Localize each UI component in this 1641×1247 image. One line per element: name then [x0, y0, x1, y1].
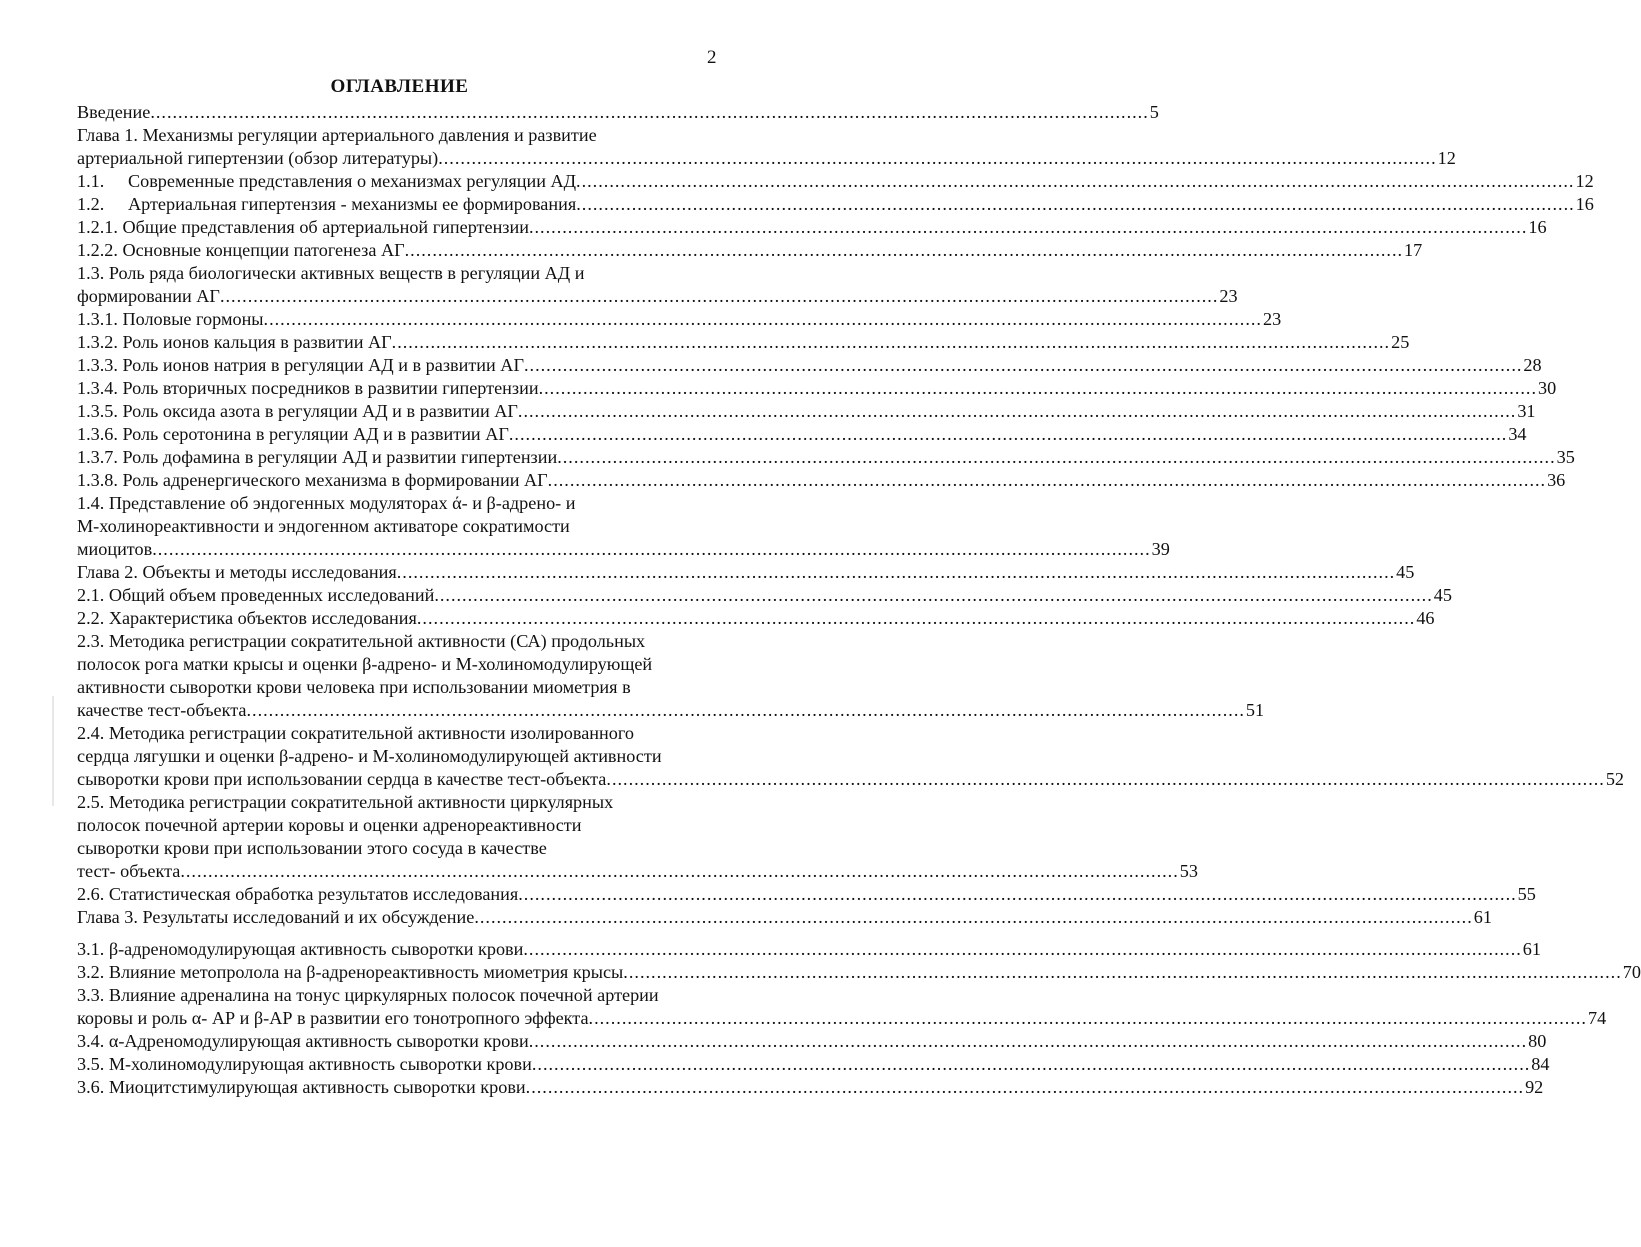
toc-entry-title: формировании АГ	[77, 286, 220, 306]
toc-entry[interactable]	[77, 262, 1238, 308]
dot-leader: ....................................................................................................................................................................................	[557, 447, 1556, 467]
dot-leader: ....................................................................................................................................................................................	[474, 907, 1473, 927]
toc-entry[interactable]	[77, 630, 1265, 722]
dot-leader: ....................................................................................................................................................................................	[576, 171, 1575, 191]
toc-entry-line: полосок почечной артерии коровы и оценки адренореактивности	[77, 815, 582, 835]
dot-leader: ....................................................................................................................................................................................	[518, 884, 1517, 904]
toc-entry-last-line	[77, 400, 1536, 423]
toc-entry-line: Глава 1. Механизмы регуляции артериального давления и развитие	[77, 125, 597, 145]
toc-entry-line: 1.4. Представление об эндогенных модуляторах ά- и β-адрено- и	[77, 493, 576, 513]
toc-entry-last-line	[77, 538, 1170, 561]
toc-entry-page: 23	[1219, 286, 1238, 306]
toc-entry-title: 3.2. Влияние метопролола на β-адренореактивность миометрия крысы	[77, 962, 624, 982]
toc-entry[interactable]	[77, 239, 1423, 262]
toc-entry-title: миоцитов	[77, 539, 153, 559]
toc-entry-line: 2.3. Методика регистрации сократительной активности (СА) продольных	[77, 631, 646, 651]
toc-entry-title: 3.5. М-холиномодулирующая активность сыворотки крови	[77, 1054, 532, 1074]
toc-entry[interactable]	[77, 446, 1575, 469]
toc-entry[interactable]	[77, 1030, 1547, 1053]
toc-entry-line: активности сыворотки крови человека при использовании миометрия в	[77, 677, 631, 697]
toc-entry[interactable]	[77, 883, 1536, 906]
toc-entry-title: 1.3.6. Роль серотонина в регуляции АД и в развитии АГ	[77, 424, 509, 444]
toc-entry-page: 23	[1262, 309, 1282, 329]
toc-entry-page: 51	[1245, 700, 1265, 720]
toc-entry-page: 34	[1508, 424, 1527, 444]
dot-leader: ....................................................................................................................................................................................	[404, 240, 1404, 260]
dot-leader: ....................................................................................................................................................................................	[263, 309, 1262, 329]
toc-entry[interactable]	[77, 423, 1527, 446]
dot-leader: ....................................................................................................................................................................................	[523, 939, 1522, 959]
dot-leader: ....................................................................................................................................................................................	[528, 217, 1528, 237]
toc-entry-last-line	[77, 584, 1452, 607]
toc-entry-last-line	[77, 699, 1265, 722]
toc-entry-title: сыворотки крови при использовании сердца в качестве тест-объекта	[77, 769, 607, 789]
toc-entry-page: 31	[1517, 401, 1536, 421]
toc-entry-last-line	[77, 607, 1435, 630]
toc-entry-last-line	[77, 331, 1410, 354]
toc-entry[interactable]	[77, 1053, 1550, 1076]
dot-leader: ....................................................................................................................................................................................	[391, 332, 1391, 352]
toc-entry-title: 3.6. Миоцитстимулирующая активность сыворотки крови	[77, 1077, 526, 1097]
toc-entry-title: 1.3.5. Роль оксида азота в регуляции АД и в развитии АГ	[77, 401, 518, 421]
dot-leader: ....................................................................................................................................................................................	[396, 562, 1396, 582]
toc-entry-last-line	[77, 1053, 1550, 1076]
toc-entry[interactable]	[77, 561, 1415, 584]
toc-entry[interactable]	[77, 193, 1594, 216]
toc-entry-title: Современные представления о механизмах регуляции АД	[128, 171, 577, 191]
toc-entry-title: 2.6. Статистическая обработка результатов исследования	[77, 884, 519, 904]
dot-leader: ....................................................................................................................................................................................	[525, 1077, 1525, 1097]
toc-entry-last-line	[77, 147, 1456, 170]
toc-entry-title: 3.4. α-Адреномодулирующая активность сыворотки крови	[77, 1031, 529, 1051]
toc-entry-title: 1.2.2. Основные концепции патогенеза АГ	[77, 240, 405, 260]
toc-entry-line: 3.3. Влияние адреналина на тонус циркулярных полосок почечной артерии	[77, 985, 659, 1005]
toc-entry[interactable]	[77, 331, 1410, 354]
dot-leader: ....................................................................................................................................................................................	[152, 539, 1151, 559]
dot-leader: ....................................................................................................................................................................................	[508, 424, 1508, 444]
toc-entry-line: 2.5. Методика регистрации сократительной активности циркулярных	[77, 792, 614, 812]
toc-entry-title: 2.1. Общий объем проведенных исследований	[77, 585, 435, 605]
toc-entry-last-line	[77, 906, 1492, 929]
toc-entry-title: Введение	[77, 102, 151, 122]
toc-entry-title: тест- объекта	[77, 861, 181, 881]
toc-entry-last-line	[77, 354, 1542, 377]
toc-entry-page: 39	[1151, 539, 1170, 559]
section-gap	[77, 929, 717, 938]
toc-entry-line: сердца лягушки и оценки β-адрено- и М-холиномодулирующей активности	[77, 746, 662, 766]
toc-entry-title: 2.2. Характеристика объектов исследования	[77, 608, 417, 628]
scan-artifact	[52, 696, 54, 806]
toc-entry-page: 12	[1437, 148, 1456, 168]
toc-entry-page: 70	[1622, 962, 1641, 982]
toc-entry-last-line	[77, 170, 1594, 193]
toc-entry-last-line	[77, 938, 1541, 961]
dot-leader: ....................................................................................................................................................................................	[416, 608, 1416, 628]
toc-entry-last-line	[77, 285, 1238, 308]
toc-entry[interactable]	[77, 492, 1170, 561]
toc-entry-title: коровы и роль α- АР и β-АР в развитии его тонотропного эффекта	[77, 1008, 589, 1028]
dot-leader: ....................................................................................................................................................................................	[150, 102, 1149, 122]
toc-entry[interactable]	[77, 584, 1452, 607]
toc-entry[interactable]	[77, 101, 1159, 124]
dot-leader: ....................................................................................................................................................................................	[531, 1054, 1531, 1074]
dot-leader: ....................................................................................................................................................................................	[547, 470, 1547, 490]
toc-entry[interactable]	[77, 938, 1541, 961]
toc-entry-page: 92	[1525, 1077, 1544, 1097]
toc-entry-last-line	[77, 1007, 1607, 1030]
toc-entry[interactable]	[77, 607, 1435, 630]
toc-entry-title: 1.3.8. Роль адренергического механизма в формировании АГ	[77, 470, 548, 490]
toc-entry[interactable]	[77, 308, 1282, 331]
toc-entry-line: 2.4. Методика регистрации сократительной активности изолированного	[77, 723, 634, 743]
toc-entry[interactable]	[77, 216, 1547, 239]
toc-entry-page: 36	[1547, 470, 1566, 490]
toc-entry-last-line	[77, 469, 1566, 492]
toc-entry[interactable]	[77, 354, 1542, 377]
dot-leader: ....................................................................................................................................................................................	[517, 401, 1517, 421]
toc-entry-last-line	[77, 961, 1641, 984]
toc-entry-title: 1.3.2. Роль ионов кальция в развитии АГ	[77, 332, 392, 352]
toc-entry-last-line	[77, 193, 1594, 216]
toc-entry-title: 1.3.3. Роль ионов натрия в регуляции АД и в развитии АГ	[77, 355, 524, 375]
toc-entry-last-line	[77, 768, 1625, 791]
toc-entry-page: 52	[1605, 769, 1625, 789]
toc-entry-number: 1.2.	[77, 194, 105, 214]
toc-entry-last-line	[77, 216, 1547, 239]
toc-entry-last-line	[77, 101, 1159, 124]
toc-entry-last-line	[77, 423, 1527, 446]
toc-entry-title: 1.3.1. Половые гормоны	[77, 309, 264, 329]
toc-entry[interactable]	[77, 1076, 1544, 1099]
toc-entry[interactable]	[77, 791, 1198, 883]
dot-leader: ....................................................................................................................................................................................	[219, 286, 1219, 306]
toc-entry-page: 12	[1575, 171, 1594, 191]
dot-leader: ....................................................................................................................................................................................	[438, 148, 1437, 168]
toc-entry-title: 1.2.1. Общие представления об артериальной гипертензии	[77, 217, 529, 237]
dot-leader: ....................................................................................................................................................................................	[434, 585, 1433, 605]
dot-leader: ....................................................................................................................................................................................	[606, 769, 1605, 789]
toc-entry-last-line	[77, 860, 1198, 883]
toc-entry-last-line	[77, 1076, 1544, 1099]
toc-entry-last-line	[77, 446, 1575, 469]
toc-entry-page: 17	[1404, 240, 1423, 260]
toc-entry[interactable]	[77, 961, 1641, 984]
page-number: 2	[707, 47, 717, 68]
toc-entry-page: 55	[1517, 884, 1536, 904]
toc-entry-page: 25	[1391, 332, 1410, 352]
toc-entry[interactable]	[77, 124, 1456, 170]
toc-entry[interactable]	[77, 906, 1492, 929]
toc-entry-page: 30	[1538, 378, 1557, 398]
toc-entry-title: 3.1. β-адреномодулирующая активность сыворотки крови	[77, 939, 524, 959]
toc-entry-line: сыворотки крови при использовании этого сосуда в качестве	[77, 838, 547, 858]
toc-entry-page: 84	[1531, 1054, 1550, 1074]
dot-leader: ....................................................................................................................................................................................	[180, 861, 1179, 881]
dot-leader: ....................................................................................................................................................................................	[528, 1031, 1528, 1051]
toc-entry-last-line	[77, 883, 1536, 906]
toc-entry[interactable]	[77, 469, 1566, 492]
toc-entry-line: М-холинореактивности и эндогенном активаторе сократимости	[77, 516, 570, 536]
toc-entry-last-line	[77, 239, 1423, 262]
table-of-contents	[77, 101, 1641, 1099]
toc-entry-title: Глава 3. Результаты исследований и их обсуждение	[77, 907, 475, 927]
toc-entry-last-line	[77, 1030, 1547, 1053]
toc-entry-page: 16	[1528, 217, 1547, 237]
toc-entry[interactable]	[77, 377, 1557, 400]
toc-entry-title: 1.3.7. Роль дофамина в регуляции АД и развитии гипертензии	[77, 447, 558, 467]
toc-entry-page: 61	[1522, 939, 1541, 959]
toc-entry-page: 28	[1523, 355, 1542, 375]
dot-leader: ....................................................................................................................................................................................	[538, 378, 1538, 398]
toc-entry-title: 1.3.4. Роль вторичных посредников в развитии гипертензии	[77, 378, 539, 398]
toc-entry[interactable]	[77, 984, 1607, 1030]
toc-entry-line: 1.3. Роль ряда биологически активных веществ в регуляции АД и	[77, 263, 585, 283]
dot-leader: ....................................................................................................................................................................................	[523, 355, 1523, 375]
toc-entry-title: артериальной гипертензии (обзор литературы)	[77, 148, 439, 168]
toc-entry-title: Глава 2. Объекты и методы исследования	[77, 562, 397, 582]
dot-leader: ....................................................................................................................................................................................	[623, 962, 1622, 982]
toc-entry-page: 35	[1556, 447, 1575, 467]
toc-entry-page: 5	[1149, 102, 1159, 122]
toc-entry-title: Артериальная гипертензия - механизмы ее формирования	[128, 194, 577, 214]
dot-leader: ....................................................................................................................................................................................	[588, 1008, 1587, 1028]
toc-entry-last-line	[77, 377, 1557, 400]
toc-entry-line: полосок рога матки крысы и оценки β-адрено- и М-холиномодулирующей	[77, 654, 653, 674]
toc-entry[interactable]	[77, 400, 1536, 423]
toc-entry-title: качестве тест-объекта	[77, 700, 247, 720]
toc-entry-page: 53	[1179, 861, 1198, 881]
toc-entry-page: 74	[1587, 1008, 1607, 1028]
dot-leader: ....................................................................................................................................................................................	[246, 700, 1245, 720]
dot-leader: ....................................................................................................................................................................................	[576, 194, 1575, 214]
toc-entry-page: 16	[1575, 194, 1594, 214]
toc-entry-page: 80	[1528, 1031, 1547, 1051]
toc-entry[interactable]	[77, 170, 1594, 193]
toc-entry[interactable]	[77, 722, 1625, 791]
toc-entry-page: 46	[1416, 608, 1435, 628]
toc-entry-page: 45	[1433, 585, 1452, 605]
page-title: ОГЛАВЛЕНИЕ	[330, 76, 469, 97]
toc-entry-last-line	[77, 561, 1415, 584]
toc-entry-page: 45	[1396, 562, 1415, 582]
toc-entry-page: 61	[1473, 907, 1492, 927]
toc-entry-number: 1.1.	[77, 171, 105, 191]
toc-entry-last-line	[77, 308, 1282, 331]
